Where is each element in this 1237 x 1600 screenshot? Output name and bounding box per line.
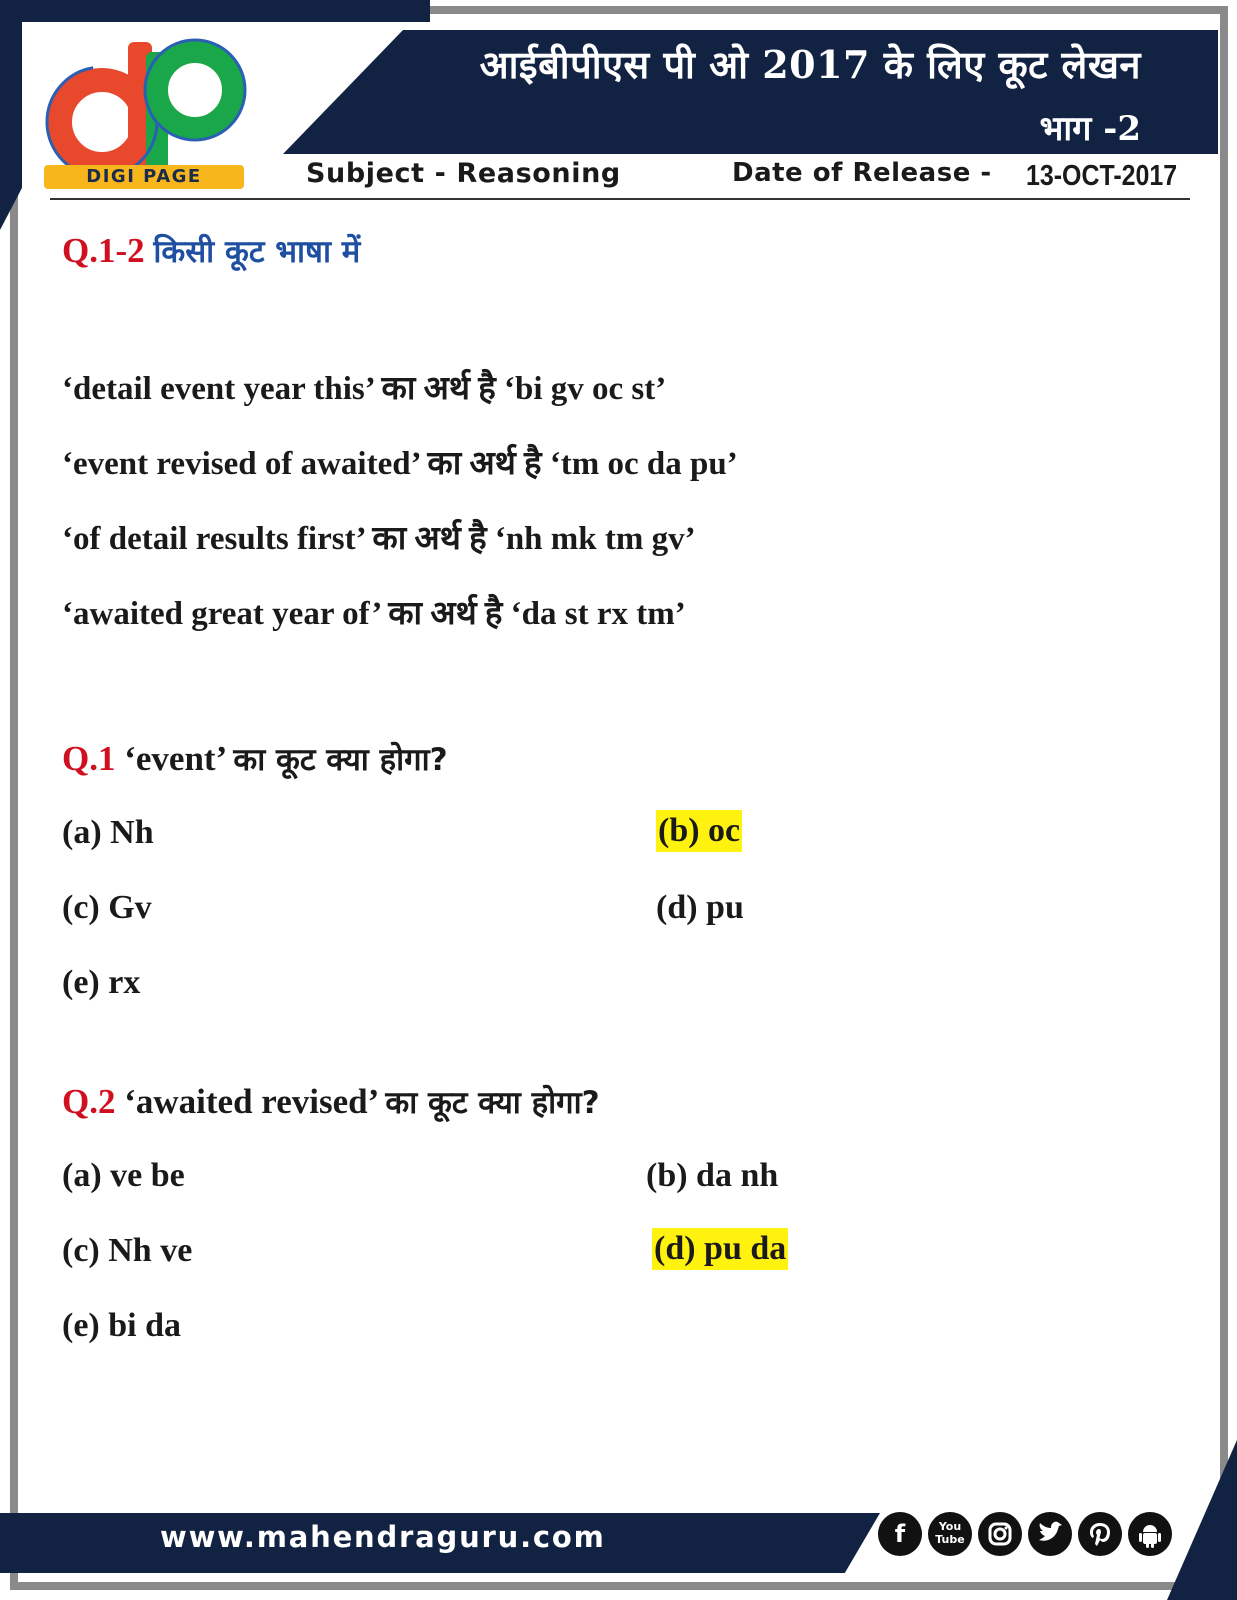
- twitter-icon[interactable]: [1028, 1512, 1072, 1556]
- code-statement: ‘event revised of awaited’ का अर्थ है ‘tm oc da pu’: [62, 446, 738, 482]
- youtube-icon[interactable]: You Tube: [928, 1512, 972, 1556]
- option-a: (a) ve be: [62, 1157, 185, 1194]
- android-icon[interactable]: [1128, 1512, 1172, 1556]
- header-divider: [50, 198, 1190, 200]
- release-date-label: Date of Release -: [732, 158, 992, 188]
- option-e: (e) rx: [62, 964, 141, 1001]
- option-d: (d) pu: [656, 889, 744, 926]
- release-date: 13-OCT-2017: [1026, 160, 1178, 192]
- question-group-number: Q.1-2: [62, 231, 145, 270]
- code-statement: ‘of detail results first’ का अर्थ है ‘nh mk tm gv’: [62, 521, 696, 557]
- question-number: Q.1: [62, 739, 116, 778]
- option-c: (c) Gv: [62, 889, 152, 926]
- code-statement: ‘awaited great year of’ का अर्थ है ‘da st rx tm’: [62, 596, 686, 632]
- question-text-hi: का कूट क्या होगा?: [233, 742, 448, 778]
- question-group-intro: किसी कूट भाषा में: [153, 234, 361, 270]
- code-statement: ‘detail event year this’ का अर्थ है ‘bi gv oc st’: [62, 371, 667, 407]
- option-a: (a) Nh: [62, 814, 154, 851]
- question-1: [62, 738, 448, 780]
- option-c: (c) Nh ve: [62, 1232, 193, 1269]
- question-2: [62, 1081, 600, 1123]
- pinterest-icon[interactable]: [1078, 1512, 1122, 1556]
- instagram-icon[interactable]: [978, 1512, 1022, 1556]
- logo-badge: DIGI PAGE: [44, 165, 244, 189]
- question-text-en: ‘awaited revised’: [124, 1082, 377, 1121]
- website-link[interactable]: www.mahendraguru.com: [160, 1520, 606, 1554]
- corner-decoration-bottom-right: [1167, 1440, 1237, 1600]
- page-title: आईबीपीएस पी ओ 2017 के लिए कूट लेखन: [479, 42, 1141, 87]
- option-d-correct: (d) pu da: [652, 1228, 788, 1270]
- question-number: Q.2: [62, 1082, 116, 1121]
- option-b: (b) da nh: [646, 1157, 779, 1194]
- option-b-correct: (b) oc: [656, 810, 742, 852]
- option-e: (e) bi da: [62, 1307, 181, 1344]
- question-text-hi: का कूट क्या होगा?: [385, 1085, 600, 1121]
- subject-label: Subject - Reasoning: [306, 158, 621, 189]
- question-text-en: ‘event’: [124, 739, 225, 778]
- question-group-heading: [62, 230, 360, 272]
- facebook-icon[interactable]: f: [878, 1512, 922, 1556]
- page-subtitle: भाग -2: [1039, 109, 1141, 149]
